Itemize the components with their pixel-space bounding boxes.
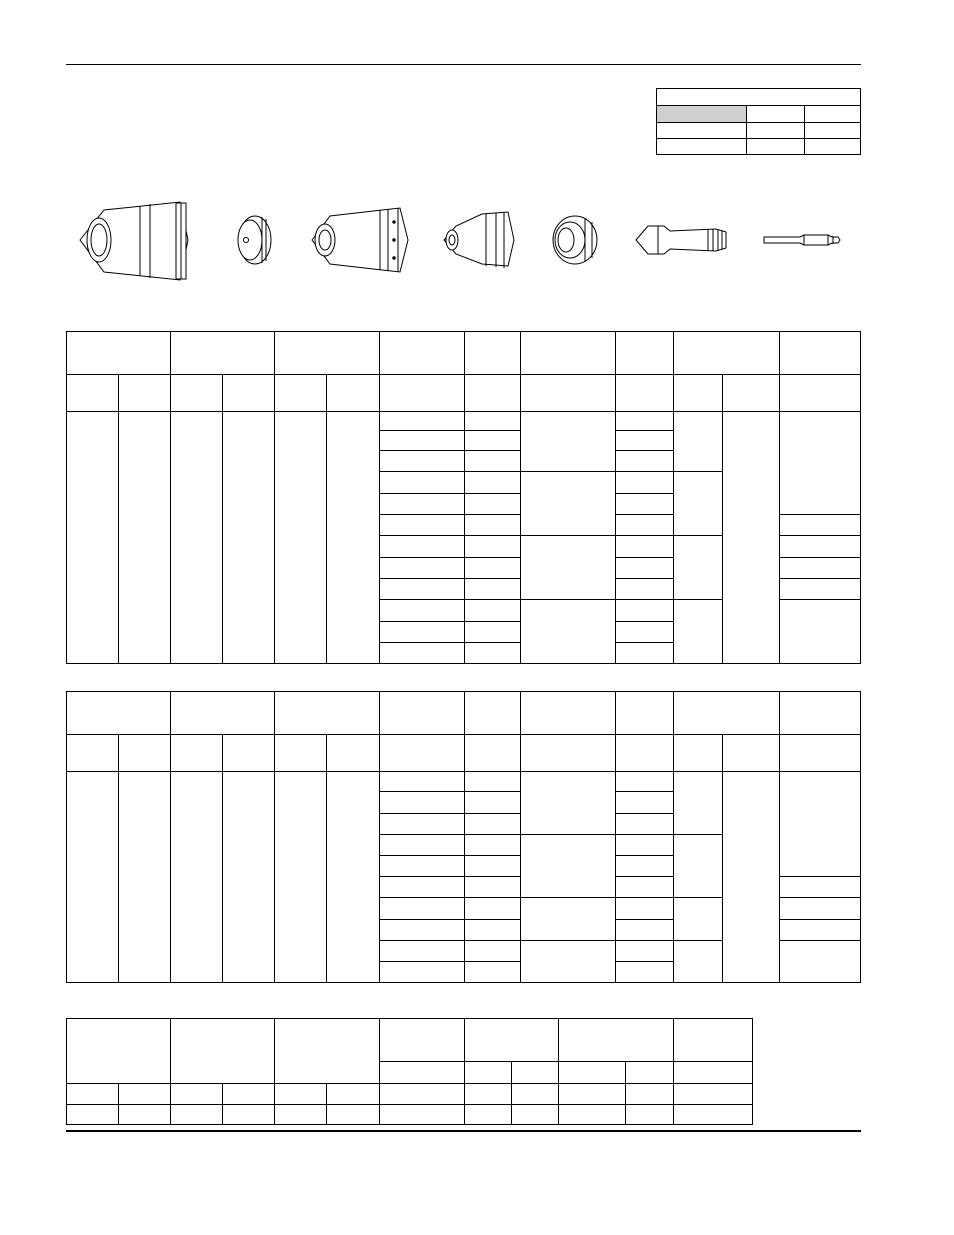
table-border [67,692,861,983]
nozzle-icon [444,212,514,268]
process-table-3 [66,1018,753,1125]
shield-icon [80,202,188,280]
footer-rule [66,1130,861,1132]
water-tube-icon [764,235,840,245]
legend-table [656,89,861,156]
table-border [67,1019,753,1125]
process-table-2 [66,692,861,983]
shield-cap-icon [238,216,271,264]
electrode-icon [636,226,726,254]
table-border [67,332,861,664]
retaining-cap-icon [312,208,408,272]
process-table-1 [66,332,861,664]
swirl-ring-icon [553,216,597,264]
